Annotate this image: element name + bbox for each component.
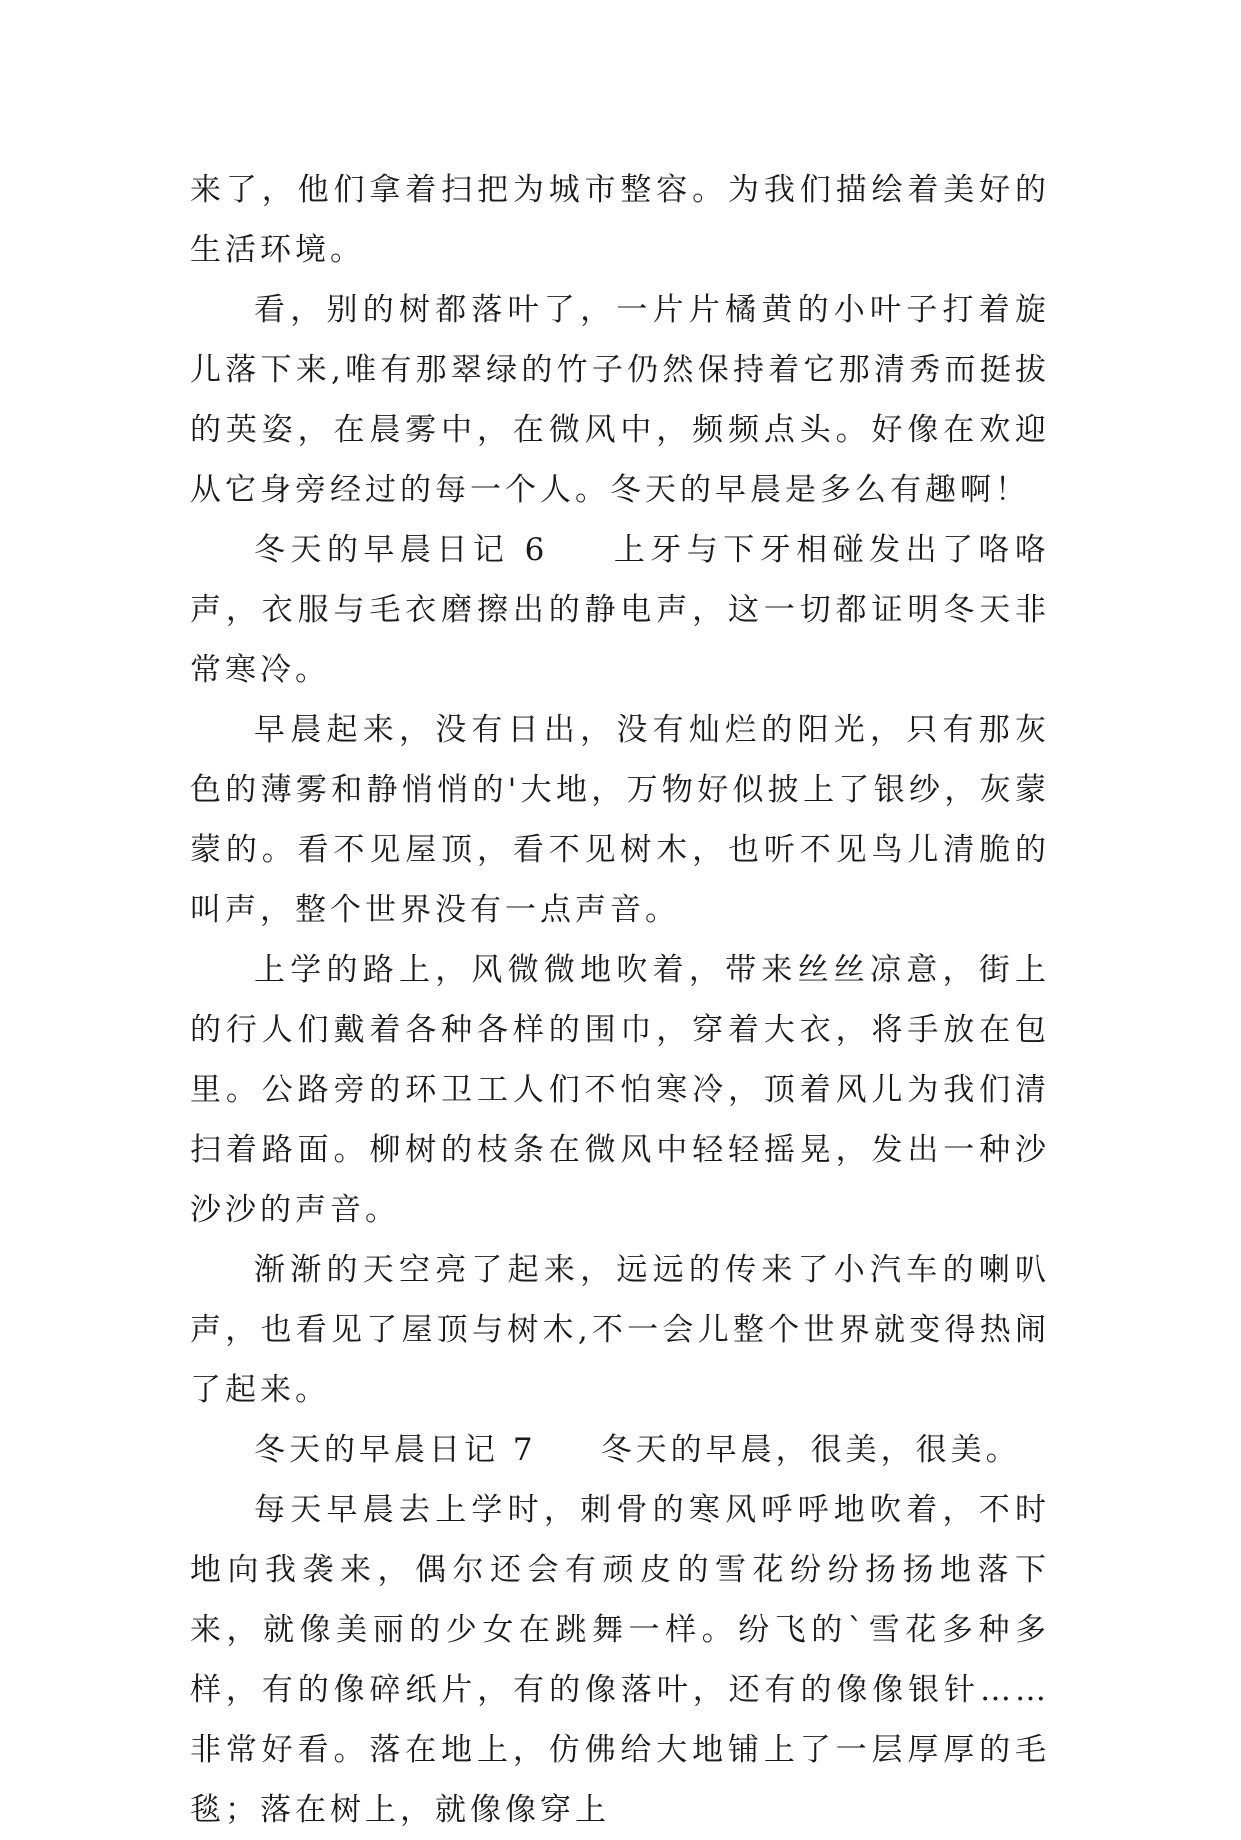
paragraph-2: 看，别的树都落叶了，一片片橘黄的小叶子打着旋儿落下来,唯有那翠绿的竹子仍然保持着它那清秀而挺拔的英姿，在晨雾中，在微风中，频频点头。好像在欢迎从它身旁经过的每一个人。冬天的早晨是多么有趣啊！ [190, 292, 1050, 508]
diary-heading-7: 冬天的早晨日记 7 [254, 1432, 537, 1468]
paragraph-7-text: 冬天的早晨，很美，很美。 [600, 1432, 1021, 1468]
paragraph-1: 来了，他们拿着扫把为城市整容。为我们描绘着美好的生活环境。 [190, 172, 1050, 268]
paragraph-3 [190, 520, 1050, 700]
paragraph-5: 上学的路上，风微微地吹着，带来丝丝凉意，街上的行人们戴着各种各样的围巾，穿着大衣，将手放在包里。公路旁的环卫工人们不怕寒冷，顶着风儿为我们清扫着路面。柳树的枝条在微风中轻轻摇晃，发出一种沙沙沙的声音。 [190, 952, 1050, 1228]
paragraph-4: 早晨起来，没有日出，没有灿烂的阳光，只有那灰色的薄雾和静悄悄的'大地，万物好似披上了银纱，灰蒙蒙的。看不见屋顶，看不见树木，也听不见鸟儿清脆的叫声，整个世界没有一点声音。 [190, 712, 1050, 928]
paragraph-3-text: 上牙与下牙相碰发出了咯咯声，衣服与毛衣磨擦出的静电声，这一切都证明冬天非常寒冷。 [190, 532, 1051, 688]
paragraph-6: 渐渐的天空亮了起来，远远的传来了小汽车的喇叭声，也看见了屋顶与树木,不一会儿整个世界就变得热闹了起来。 [190, 1252, 1050, 1408]
diary-heading-6: 冬天的早晨日记 6 [254, 532, 549, 568]
paragraph-8: 每天早晨去上学时，刺骨的寒风呼呼地吹着，不时地向我袭来，偶尔还会有顽皮的雪花纷纷扬扬地落下来，就像美丽的少女在跳舞一样。纷飞的`雪花多种多样，有的像碎纸片，有的像落叶，还有的像像银针……非常好看。落在地上，仿佛给大地铺上了一层厚厚的毛毯；落在树上，就像像穿上 [190, 1492, 1050, 1828]
paragraph-7 [190, 1420, 1050, 1480]
document-body [190, 160, 1050, 1840]
